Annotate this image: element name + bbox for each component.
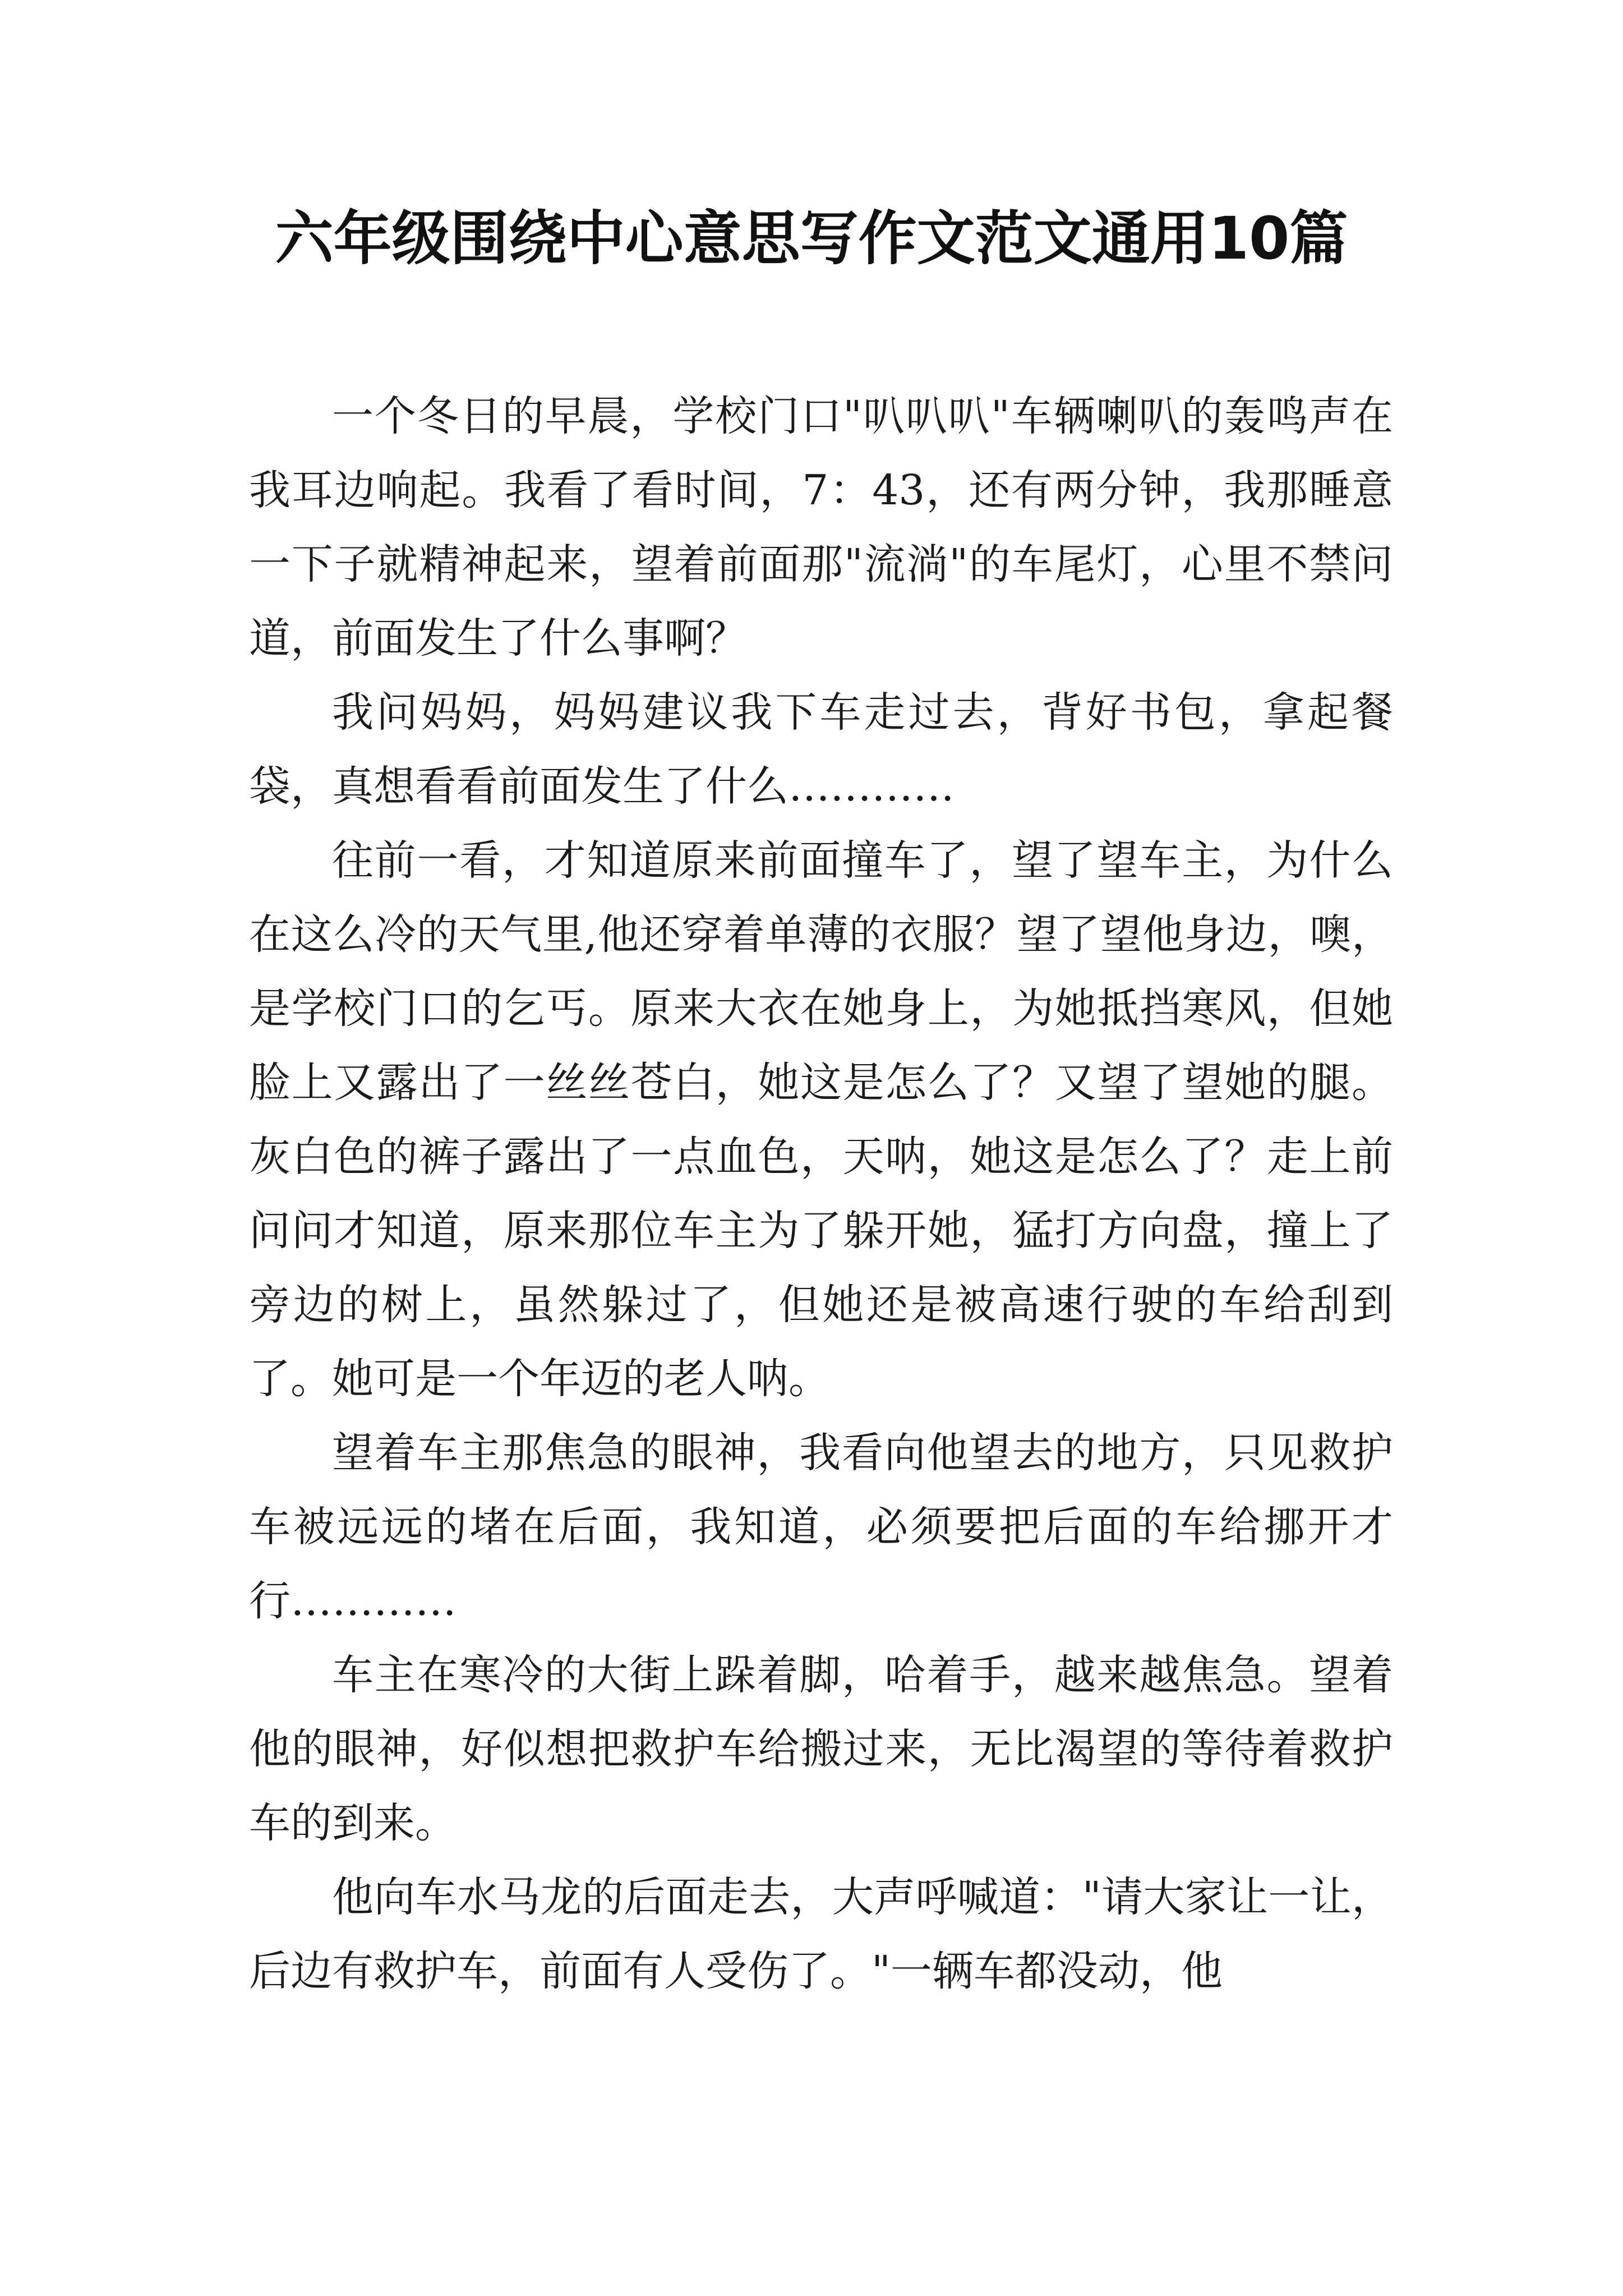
paragraph-3: 往前一看，才知道原来前面撞车了，望了望车主，为什么在这么冷的天气里,他还穿着单薄的衣服？望了望他身边，噢，是学校门口的乞丐。原来大衣在她身上，为她抵挡寒风，但她脸上又露出了一丝丝苍白，她这是怎么了？又望了望她的腿。灰白色的裤子露出了一点血色，天呐，她这是怎么了？走上前问问才知道，原来那位车主为了躲开她，猛打方向盘，撞上了旁边的树上，虽然躲过了，但她还是被高速行驶的车给刮到了。她可是一个年迈的老人呐。 — [249, 836, 1393, 1403]
paragraph-5: 车主在寒冷的大街上跺着脚，哈着手，越来越焦急。望着他的眼神，好似想把救护车给搬过来，无比渴望的等待着救护车的到来。 — [249, 1651, 1393, 1847]
document-body — [249, 379, 1393, 2008]
paragraph-1: 一个冬日的早晨，学校门口"叭叭叭"车辆喇叭的轰鸣声在我耳边响起。我看了看时间，7：43，还有两分钟，我那睡意一下子就精神起来，望着前面那"流淌"的车尾灯，心里不禁问道，前面发生了什么事啊？ — [249, 392, 1393, 662]
paragraph-2: 我问妈妈，妈妈建议我下车走过去，背好书包，拿起餐袋，真想看看前面发生了什么………… — [249, 688, 1393, 811]
document-title: 六年级围绕中心意思写作文范文通用10篇 — [275, 204, 1348, 273]
paragraph-4: 望着车主那焦急的眼神，我看向他望去的地方，只见救护车被远远的堵在后面，我知道，必须要把后面的车给挪开才行………… — [249, 1429, 1393, 1625]
paragraph-6: 他向车水马龙的后面走去，大声呼喊道："请大家让一让，后边有救护车，前面有人受伤了。"一辆车都没动，他 — [249, 1873, 1393, 1995]
